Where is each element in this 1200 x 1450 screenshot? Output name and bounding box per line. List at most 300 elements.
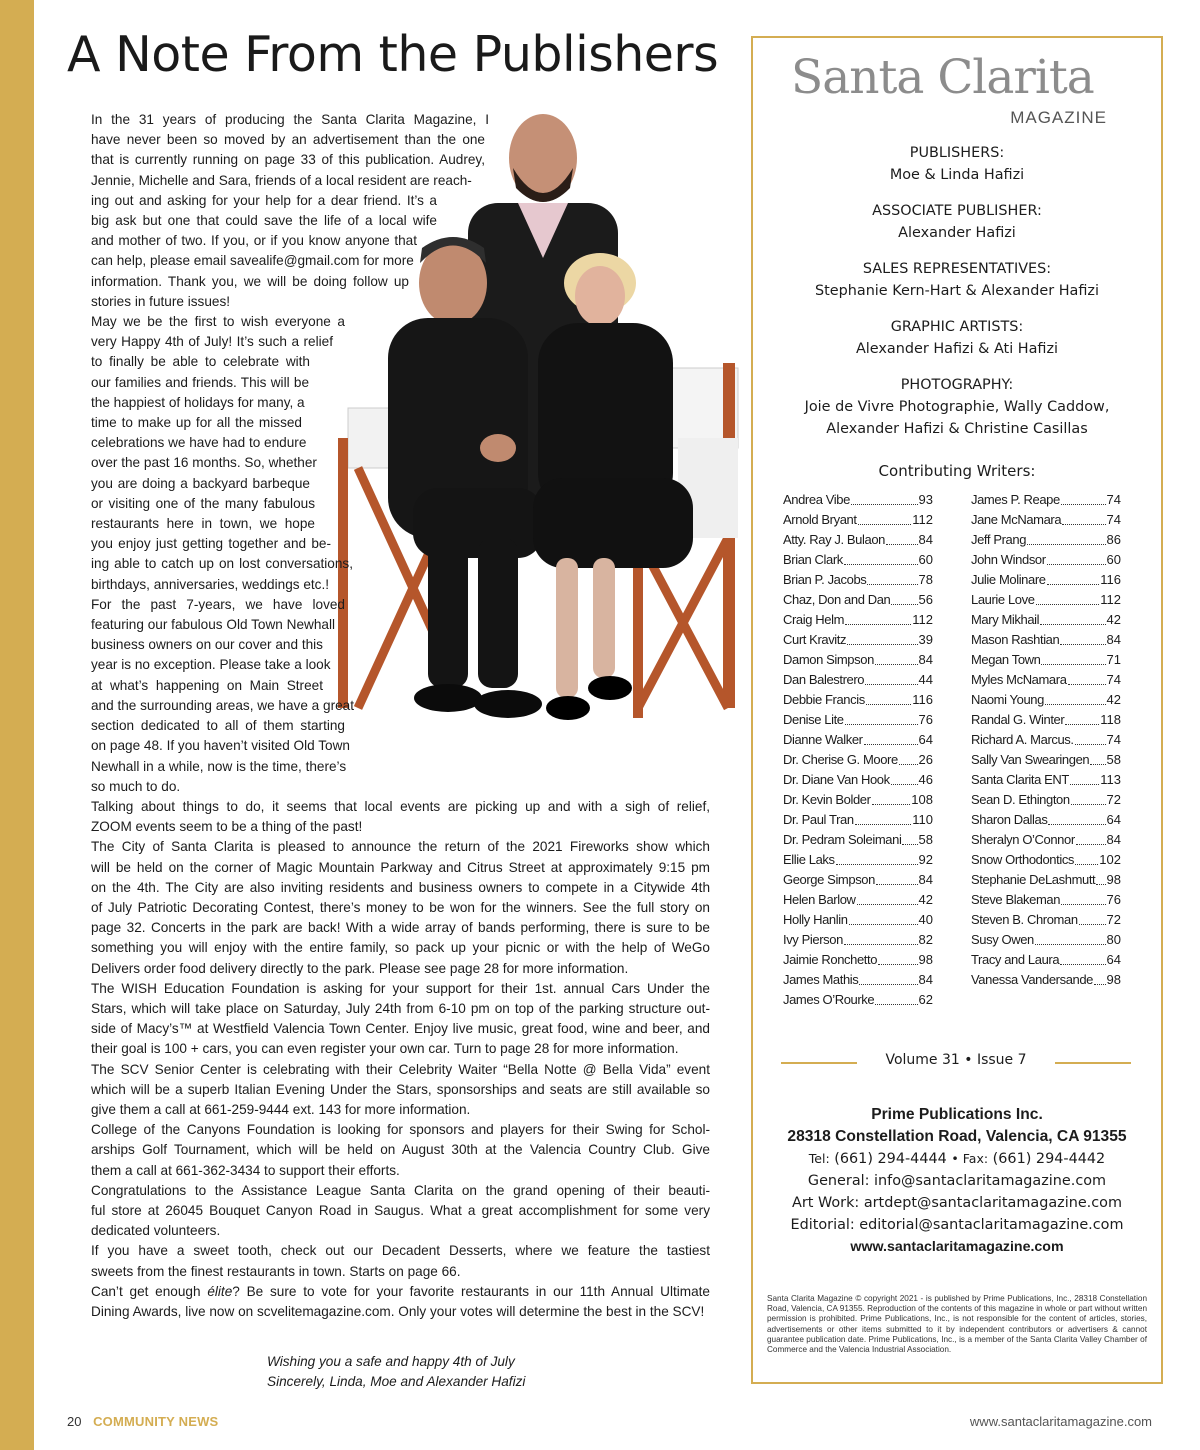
- page-title: A Note From the Publishers: [67, 26, 719, 83]
- dot-leader: [836, 850, 918, 865]
- staff-group: [753, 258, 1161, 302]
- writer-page: 26: [918, 752, 933, 767]
- dot-leader: [891, 590, 917, 605]
- staff-group: [753, 142, 1161, 186]
- article-line: birthdays, anniversaries, weddings etc.!: [91, 576, 330, 592]
- writer-page: 86: [1106, 532, 1121, 547]
- article-line: ZOOM events seem to be a thing of the past!: [91, 819, 363, 835]
- writer-entry: [783, 810, 933, 830]
- writer-page: 98: [918, 952, 933, 967]
- dot-leader: [1079, 910, 1106, 925]
- article-line: The SCV Senior Center is celebrating with their Celebrity Waiter “Bella Notte @ Bella Vida” event: [91, 1061, 710, 1077]
- dot-leader: [878, 950, 917, 965]
- website-link[interactable]: www.santaclaritamagazine.com: [850, 1239, 1064, 1255]
- dot-leader: [865, 670, 917, 685]
- writer-page: 74: [1106, 512, 1121, 527]
- article-line: over the past 16 months. So, whether: [91, 455, 317, 471]
- writer-page: 92: [918, 852, 933, 867]
- writer-page: 60: [1106, 552, 1121, 567]
- staff-names: Alexander Hafizi & Christine Casillas: [826, 421, 1088, 437]
- dot-leader: [849, 910, 918, 925]
- article-line: on page 48. If you haven’t visited Old Town: [91, 738, 350, 754]
- volume-issue: [781, 1052, 1131, 1074]
- dot-leader: [1075, 850, 1098, 865]
- article-line: business owners on our cover and this: [91, 637, 323, 653]
- staff-role: SALES REPRESENTATIVES:: [862, 261, 1052, 277]
- writer-page: 42: [1106, 612, 1121, 627]
- article-line: which will be a superb Italian Evening Under the Stars, sponsorships and seats are still available so: [91, 1081, 710, 1097]
- article-line: ing out and asking for your help for a dear friend. It’s a: [91, 192, 437, 208]
- writer-entry: [971, 690, 1121, 710]
- writers-column-2: [971, 490, 1121, 990]
- writer-entry: [971, 670, 1121, 690]
- staff-group: [753, 374, 1161, 440]
- writer-name: Ellie Laks: [783, 852, 835, 867]
- article-line: at what’s happening on Main Street: [91, 677, 323, 693]
- writer-entry: [783, 590, 933, 610]
- writer-entry: [783, 550, 933, 570]
- footer-url[interactable]: www.santaclaritamagazine.com: [969, 1414, 1152, 1429]
- writer-entry: [783, 690, 933, 710]
- gold-margin-strip: [0, 0, 34, 1450]
- staff-names: Stephanie Kern-Hart & Alexander Hafizi: [814, 283, 1099, 299]
- writer-name: Mary Mikhail: [971, 612, 1040, 627]
- article-line: something you will enjoy with the entire family, so pack up your picnic or with the help of WeGo: [91, 940, 710, 956]
- article-line: celebrations we have had to endure: [91, 435, 307, 451]
- writer-entry: [971, 630, 1121, 650]
- writer-name: Dr. Paul Tran: [783, 812, 854, 827]
- writer-name: Tracy and Laura: [971, 952, 1060, 967]
- dot-leader: [1060, 630, 1105, 645]
- article-body: [67, 110, 710, 1322]
- article-line: can help, please email savealife@gmail.com for more: [91, 253, 414, 269]
- article-line: Newhall in a while, now is the time, there’s: [91, 758, 347, 774]
- dot-leader: [1062, 510, 1105, 525]
- section-name: COMMUNITY NEWS: [93, 1414, 219, 1429]
- writer-page: 80: [1106, 932, 1121, 947]
- writer-page: 93: [918, 492, 933, 507]
- dot-leader: [875, 990, 917, 1005]
- writer-page: 64: [1106, 812, 1121, 827]
- writer-entry: [971, 930, 1121, 950]
- writer-page: 76: [1106, 892, 1121, 907]
- writer-name: Myles McNamara: [971, 672, 1067, 687]
- writer-page: 112: [912, 612, 933, 627]
- gold-rule-right: [1055, 1062, 1131, 1064]
- writer-entry: [783, 770, 933, 790]
- elite-emphasis: élite: [207, 1283, 233, 1299]
- writer-name: Atty. Ray J. Bulaon: [783, 532, 885, 547]
- writer-entry: [783, 990, 933, 1010]
- article-line: have never been so moved by an advertisement than the one: [91, 132, 485, 148]
- writer-page: 74: [1106, 732, 1121, 747]
- writer-page: 42: [918, 892, 933, 907]
- writer-page: 116: [1100, 572, 1121, 587]
- writer-entry: [971, 650, 1121, 670]
- writer-page: 113: [1100, 772, 1121, 787]
- writer-name: Arnold Bryant: [783, 512, 857, 527]
- dot-leader: [1071, 790, 1106, 805]
- article-line: you are doing a backyard barbeque: [91, 475, 310, 491]
- article-line: For the past 7-years, we have loved: [91, 596, 345, 612]
- writer-name: Susy Owen: [971, 932, 1034, 947]
- volume-text: Volume 31 • Issue 7: [885, 1052, 1027, 1068]
- article-line: Dining Awards, live now on scvelitemagazine.com. Only your votes will determine the best in the SCV!: [91, 1303, 705, 1319]
- writer-entry: [783, 710, 933, 730]
- writer-entry: [971, 490, 1121, 510]
- writer-entry: [971, 830, 1121, 850]
- writer-name: Denise Lite: [783, 712, 844, 727]
- writer-name: Ivy Pierson: [783, 932, 843, 947]
- article-line: ing able to catch up on lost conversations,: [91, 556, 353, 572]
- writer-entry: [971, 810, 1121, 830]
- page-number: 20: [67, 1414, 82, 1429]
- writer-name: Sally Van Swearingen: [971, 752, 1090, 767]
- writer-entry: [971, 590, 1121, 610]
- writer-name: George Simpson: [783, 872, 875, 887]
- writer-page: 60: [918, 552, 933, 567]
- article-line: time to make up for all the missed: [91, 415, 302, 431]
- writer-entry: [783, 910, 933, 930]
- writer-name: Holly Hanlin: [783, 912, 848, 927]
- writer-entry: [971, 950, 1121, 970]
- staff-group: [753, 316, 1161, 360]
- writer-page: 98: [1106, 972, 1121, 987]
- writer-name: Sean D. Ethington: [971, 792, 1070, 807]
- writer-page: 84: [918, 972, 933, 987]
- dot-leader: [859, 970, 917, 985]
- magazine-logo: [791, 50, 1121, 130]
- writer-name: Debbie Francis: [783, 692, 865, 707]
- writer-name: Dr. Kevin Bolder: [783, 792, 871, 807]
- tel-number[interactable]: (661) 294-4444: [834, 1151, 947, 1167]
- article-line: will be held on the corner of Magic Mountain Parkway and Citrus Street at approximately 9:15 pm: [91, 859, 710, 875]
- signoff: [267, 1352, 525, 1392]
- writer-page: 112: [912, 512, 933, 527]
- fax-label: • Fax:: [951, 1151, 989, 1166]
- article-line: you enjoy just getting together and be-: [91, 536, 331, 552]
- writer-page: 39: [918, 632, 933, 647]
- writer-name: Damon Simpson: [783, 652, 874, 667]
- writer-page: 118: [1100, 712, 1121, 727]
- writer-page: 58: [1106, 752, 1121, 767]
- dot-leader: [844, 930, 918, 945]
- article-paragraph: [67, 312, 710, 595]
- writer-name: Dr. Cherise G. Moore: [783, 752, 898, 767]
- writer-name: Jaimie Ronchetto: [783, 952, 878, 967]
- writer-name: James P. Reape: [971, 492, 1060, 507]
- article-line: Jennie, Michelle and Sara, friends of a local resident are reach-: [91, 172, 472, 188]
- article-line: arships Golf Tournament, which will be held on August 30th at the Valencia Country Club. Give: [91, 1142, 710, 1158]
- writer-page: 40: [918, 912, 933, 927]
- article-line: stories in future issues!: [91, 293, 231, 309]
- dot-leader: [875, 650, 918, 665]
- dot-leader: [1048, 810, 1105, 825]
- dot-leader: [891, 770, 918, 785]
- article-line: sweets from the finest restaurants in town. Starts on page 66.: [91, 1263, 461, 1279]
- article-paragraph: [67, 1282, 710, 1322]
- writer-page: 110: [912, 812, 933, 827]
- writer-entry: [971, 770, 1121, 790]
- writer-entry: [783, 790, 933, 810]
- writer-entry: [971, 850, 1121, 870]
- article-line: page 32. Concerts in the park are back! With a wide array of bands performing, there is sure to be: [91, 920, 710, 936]
- dot-leader: [1061, 490, 1106, 505]
- dot-leader: [1070, 770, 1099, 785]
- writer-page: 56: [918, 592, 933, 607]
- writer-name: Curt Kravitz: [783, 632, 847, 647]
- writer-name: Randal G. Winter: [971, 712, 1065, 727]
- writer-entry: [783, 870, 933, 890]
- writer-entry: [783, 630, 933, 650]
- article-line: In the 31 years of producing the Santa Clarita Magazine, I: [91, 112, 489, 127]
- writer-entry: [783, 970, 933, 990]
- writer-page: 84: [918, 872, 933, 887]
- writer-name: Andrea Vibe: [783, 492, 850, 507]
- writer-page: 72: [1106, 792, 1121, 807]
- article-line: them a call at 661-362-3434 to support their efforts.: [91, 1162, 400, 1178]
- writer-name: Snow Orthodontics: [971, 852, 1075, 867]
- article-line: year is no exception. Please take a look: [91, 657, 331, 673]
- article-line: information. Thank you, we will be doing follow up: [91, 273, 409, 289]
- writer-page: 74: [1106, 672, 1121, 687]
- staff-role: PUBLISHERS:: [909, 145, 1005, 161]
- writer-entry: [783, 750, 933, 770]
- article-paragraph: [67, 1120, 710, 1181]
- logo-name: Santa Clarita: [791, 50, 1094, 105]
- staff-names: Moe & Linda Hafizi: [889, 167, 1025, 183]
- writer-entry: [971, 510, 1121, 530]
- writer-entry: [971, 730, 1121, 750]
- article-line: Talking about things to do, it seems that local events are picking up and with a sigh of relief,: [91, 798, 710, 814]
- article-line: their goal is 100 + cars, you can even register your own car. Turn to page 28 for more information.: [91, 1041, 679, 1057]
- writer-page: 78: [918, 572, 933, 587]
- article-line: side of Macy’s™ at Westfield Valencia Town Center. Enjoy live music, great food, wine and beer, and: [91, 1021, 710, 1037]
- writer-page: 62: [918, 992, 933, 1007]
- writer-page: 74: [1106, 492, 1121, 507]
- editorial-email[interactable]: Editorial: editorial@santaclaritamagazine.com: [790, 1217, 1124, 1233]
- article-line: and the surrounding areas, we have a great: [91, 697, 354, 713]
- dot-leader: [1061, 890, 1105, 905]
- article-line: to finally be able to celebrate with: [91, 354, 310, 370]
- article-line: If you have a sweet tooth, check out our Decadent Desserts, where we feature the tastiest: [91, 1243, 710, 1259]
- writer-entry: [971, 890, 1121, 910]
- article-line: give them a call at 661-259-9444 ext. 143 for more information.: [91, 1101, 471, 1117]
- writer-name: James O’Rourke: [783, 992, 875, 1007]
- writer-entry: [783, 490, 933, 510]
- article-line: College of the Canyons Foundation is looking for sponsors and players for their Swing for Schol-: [91, 1122, 710, 1138]
- writer-entry: [971, 710, 1121, 730]
- writer-name: Sharon Dallas: [971, 812, 1048, 827]
- writer-name: Julie Molinare: [971, 572, 1046, 587]
- article-line: and mother of two. If you, or if you know anyone that: [91, 233, 417, 249]
- writer-entry: [971, 910, 1121, 930]
- article-line: on the 4th. The City are also inviting residents and business owners to compete in a Citywide 4th: [91, 879, 710, 895]
- general-email[interactable]: General: info@santaclaritamagazine.com: [807, 1173, 1107, 1189]
- article-line: Stars, which will take place on Saturday, July 24th from 6-10 pm on top of the parking structure out-: [91, 1000, 710, 1016]
- signoff-line-2: Sincerely, Linda, Moe and Alexander Hafizi: [267, 1374, 526, 1389]
- writer-page: 42: [1106, 692, 1121, 707]
- article-line: the happiest of holidays for many, a: [91, 394, 305, 410]
- article-paragraph: [67, 595, 710, 797]
- writer-entry: [971, 570, 1121, 590]
- writer-name: Dr. Pedram Soleimani: [783, 832, 902, 847]
- writer-entry: [783, 830, 933, 850]
- dot-leader: [845, 610, 911, 625]
- dot-leader: [851, 490, 918, 505]
- dot-leader: [1075, 730, 1106, 745]
- dot-leader: [857, 890, 918, 905]
- writer-page: 112: [1100, 592, 1121, 607]
- writer-entry: [783, 950, 933, 970]
- writer-name: Brian P. Jacobs: [783, 572, 867, 587]
- writer-page: 82: [918, 932, 933, 947]
- writer-page: 116: [912, 692, 933, 707]
- writers-column-1: [783, 490, 933, 1010]
- company-name: Prime Publications Inc.: [871, 1106, 1043, 1123]
- writer-entry: [971, 790, 1121, 810]
- article-line: featuring our fabulous Old Town Newhall: [91, 617, 335, 633]
- page-footer-left: [67, 1414, 218, 1429]
- writer-entry: [971, 870, 1121, 890]
- dot-leader: [844, 550, 918, 565]
- writer-entry: [783, 510, 933, 530]
- artwork-email[interactable]: Art Work: artdept@santaclaritamagazine.com: [791, 1195, 1122, 1211]
- article-paragraph: [67, 797, 710, 837]
- dot-leader: [1094, 970, 1106, 985]
- writer-name: Mason Rashtian: [971, 632, 1060, 647]
- article-line: big ask but one that could save the life of a local wife: [91, 213, 437, 229]
- contributing-writers-title: Contributing Writers:: [878, 462, 1036, 480]
- writer-entry: [783, 850, 933, 870]
- article-line: or visiting one of the many fabulous: [91, 495, 315, 511]
- writer-entry: [971, 970, 1121, 990]
- masthead-box: [751, 36, 1163, 1384]
- writer-page: 108: [911, 792, 933, 807]
- writer-entry: [783, 530, 933, 550]
- fax-number: (661) 294-4442: [992, 1151, 1106, 1167]
- writer-page: 98: [1106, 872, 1121, 887]
- article-paragraph: [67, 837, 710, 978]
- writer-page: 84: [918, 532, 933, 547]
- writer-name: Dianne Walker: [783, 732, 863, 747]
- writer-entry: [783, 650, 933, 670]
- writer-name: Laurie Love: [971, 592, 1035, 607]
- staff-role: GRAPHIC ARTISTS:: [890, 319, 1024, 335]
- dot-leader: [876, 870, 918, 885]
- article-line: our families and friends. This will be: [91, 374, 309, 390]
- dot-leader: [1045, 690, 1106, 705]
- contact-info: [753, 1104, 1161, 1258]
- writer-name: Dan Balestrero: [783, 672, 865, 687]
- writer-name: John Windsor: [971, 552, 1046, 567]
- writer-entry: [783, 670, 933, 690]
- article-line: that is currently running on page 33 of this publication. Audrey,: [91, 152, 485, 168]
- article-line: Delivers order food delivery directly to the park. Please see page 28 for more information.: [91, 960, 629, 976]
- dot-leader: [864, 730, 918, 745]
- dot-leader: [1065, 710, 1099, 725]
- dot-leader: [867, 570, 917, 585]
- dot-leader: [872, 790, 911, 805]
- article-line: ful store at 26045 Bouquet Canyon Road in Saugus. What a great accomplishment for some very: [91, 1202, 710, 1218]
- writer-name: Jane McNamara: [971, 512, 1062, 527]
- signoff-line-1: Wishing you a safe and happy 4th of July: [267, 1354, 515, 1369]
- article-paragraph: [67, 979, 710, 1060]
- dot-leader: [1040, 610, 1105, 625]
- writer-name: Sheralyn O’Connor: [971, 832, 1075, 847]
- article-line: Congratulations to the Assistance League Santa Clarita on the grand opening of their beauti-: [91, 1182, 710, 1198]
- article-line: May we be the first to wish everyone a: [91, 314, 345, 330]
- article-line: very Happy 4th of July! It’s such a relief: [91, 334, 333, 350]
- writer-name: Stephanie DeLashmutt: [971, 872, 1096, 887]
- article-paragraph: [67, 1060, 710, 1121]
- dot-leader: [1076, 830, 1106, 845]
- article-paragraph: [67, 1241, 710, 1281]
- writer-entry: [783, 610, 933, 630]
- writer-page: 46: [918, 772, 933, 787]
- phone-fax: [753, 1148, 1161, 1170]
- writer-entry: [971, 750, 1121, 770]
- writer-entry: [971, 610, 1121, 630]
- dot-leader: [1047, 550, 1106, 565]
- dot-leader: [866, 690, 911, 705]
- dot-leader: [1068, 670, 1106, 685]
- writer-page: 58: [918, 832, 933, 847]
- dot-leader: [886, 530, 918, 545]
- writer-page: 64: [918, 732, 933, 747]
- article-paragraphs: [67, 110, 710, 1322]
- dot-leader: [855, 810, 912, 825]
- dot-leader: [1041, 650, 1105, 665]
- dot-leader: [1047, 570, 1100, 585]
- article-paragraph: [67, 110, 710, 312]
- writer-name: James Mathis: [783, 972, 859, 987]
- writer-name: Naomi Young: [971, 692, 1044, 707]
- article-line: restaurants here in town, we hope: [91, 516, 315, 532]
- staff-role: PHOTOGRAPHY:: [900, 377, 1014, 393]
- writer-page: 44: [918, 672, 933, 687]
- staff-listing: [753, 142, 1161, 454]
- article-paragraph: [67, 1181, 710, 1242]
- writer-page: 72: [1106, 912, 1121, 927]
- writer-name: Chaz, Don and Dan: [783, 592, 891, 607]
- writer-page: 64: [1106, 952, 1121, 967]
- article-line: section dedicated to all of them starting: [91, 718, 345, 734]
- writer-entry: [783, 730, 933, 750]
- writer-name: Helen Barlow: [783, 892, 856, 907]
- dot-leader: [1036, 590, 1100, 605]
- dot-leader: [847, 630, 917, 645]
- article-line: Can’t get enough élite? Be sure to vote for your favorite restaurants in our 11th Annual Ultimate: [91, 1283, 710, 1299]
- dot-leader: [845, 710, 918, 725]
- writer-name: Dr. Diane Van Hook: [783, 772, 890, 787]
- writer-name: Brian Clark: [783, 552, 843, 567]
- writer-page: 84: [1106, 832, 1121, 847]
- staff-names: Alexander Hafizi & Ati Hafizi: [855, 341, 1059, 357]
- dot-leader: [899, 750, 918, 765]
- writer-name: Santa Clarita ENT: [971, 772, 1069, 787]
- article-line: so much to do.: [91, 778, 181, 794]
- writer-page: 84: [918, 652, 933, 667]
- dot-leader: [1090, 750, 1105, 765]
- writer-page: 84: [1106, 632, 1121, 647]
- company-address: 28318 Constellation Road, Valencia, CA 91355: [787, 1128, 1127, 1145]
- staff-names: Joie de Vivre Photographie, Wally Caddow,: [804, 399, 1110, 415]
- writer-entry: [783, 930, 933, 950]
- dot-leader: [1060, 950, 1105, 965]
- writer-name: Jeff Prang: [971, 532, 1027, 547]
- dot-leader: [858, 510, 912, 525]
